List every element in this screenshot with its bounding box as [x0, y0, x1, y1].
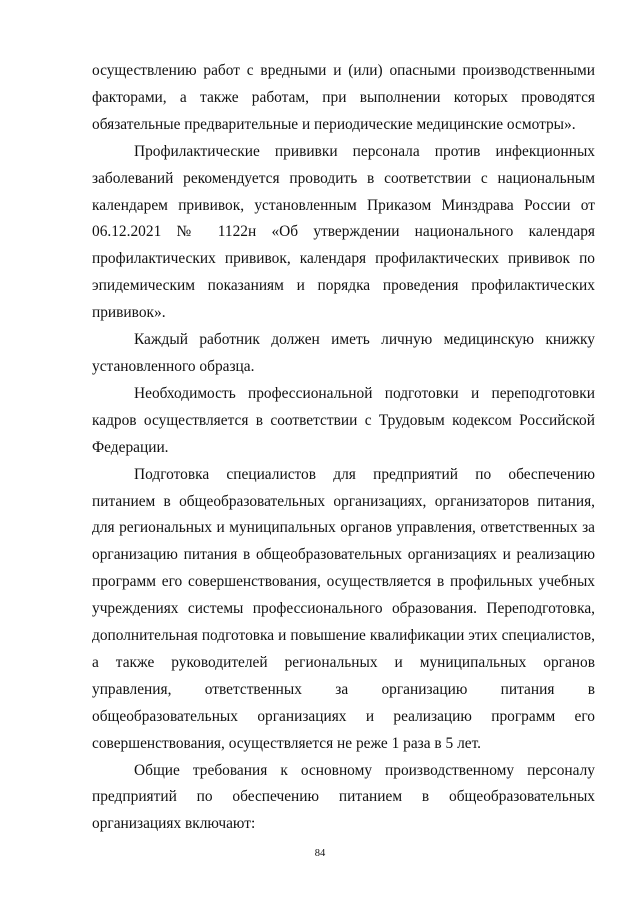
page-number: 84	[314, 848, 326, 859]
body-text	[92, 58, 595, 838]
paragraph-continuation: осуществлению работ с вредными и (или) опасными производственными факторами, а также работам, при выполнении которых проводятся обязательные предварительные и периодические медицинские осмотры».	[92, 62, 595, 133]
paragraph-vaccinations: Профилактические прививки персонала против инфекционных заболеваний рекомендуется проводить в соответствии с национальным календарем прививок, установленным Приказом Минздрава России от 06.12.2021 № 1122н «Об утверждении национального календаря профилактических прививок, календаря профилактических прививок по эпидемическим показаниям и порядка проведения профилактических прививок».	[92, 142, 595, 322]
paragraph-general-requirements: Общие требования к основному производственному персоналу предприятий по обеспечению питанием в общеобразовательных организациях включают:	[92, 761, 595, 833]
paragraph-medical-book: Каждый работник должен иметь личную медицинскую книжку установленного образца.	[92, 331, 595, 375]
paragraph-professional-training: Необходимость профессиональной подготовки и переподготовки кадров осуществляется в соответствии с Трудовым кодексом Российской Федерации.	[92, 384, 595, 456]
paragraph-specialist-training: Подготовка специалистов для предприятий по обеспечению питанием в общеобразовательных организациях, организаторов питания, для региональных и муниципальных органов управления, ответственных за организацию питания в общеобразовательных организациях и реализацию программ его совершенствования, осуществляется в профильных учебных учреждениях системы профессионального образования. Переподготовка, дополнительная подготовка и повышение квалификации этих специалистов, а также руководителей региональных и муниципальных органов управления, ответственных за организацию питания в общеобразовательных организациях и реализацию программ его совершенствования, осуществляется не реже 1 раза в 5 лет.	[92, 465, 595, 752]
